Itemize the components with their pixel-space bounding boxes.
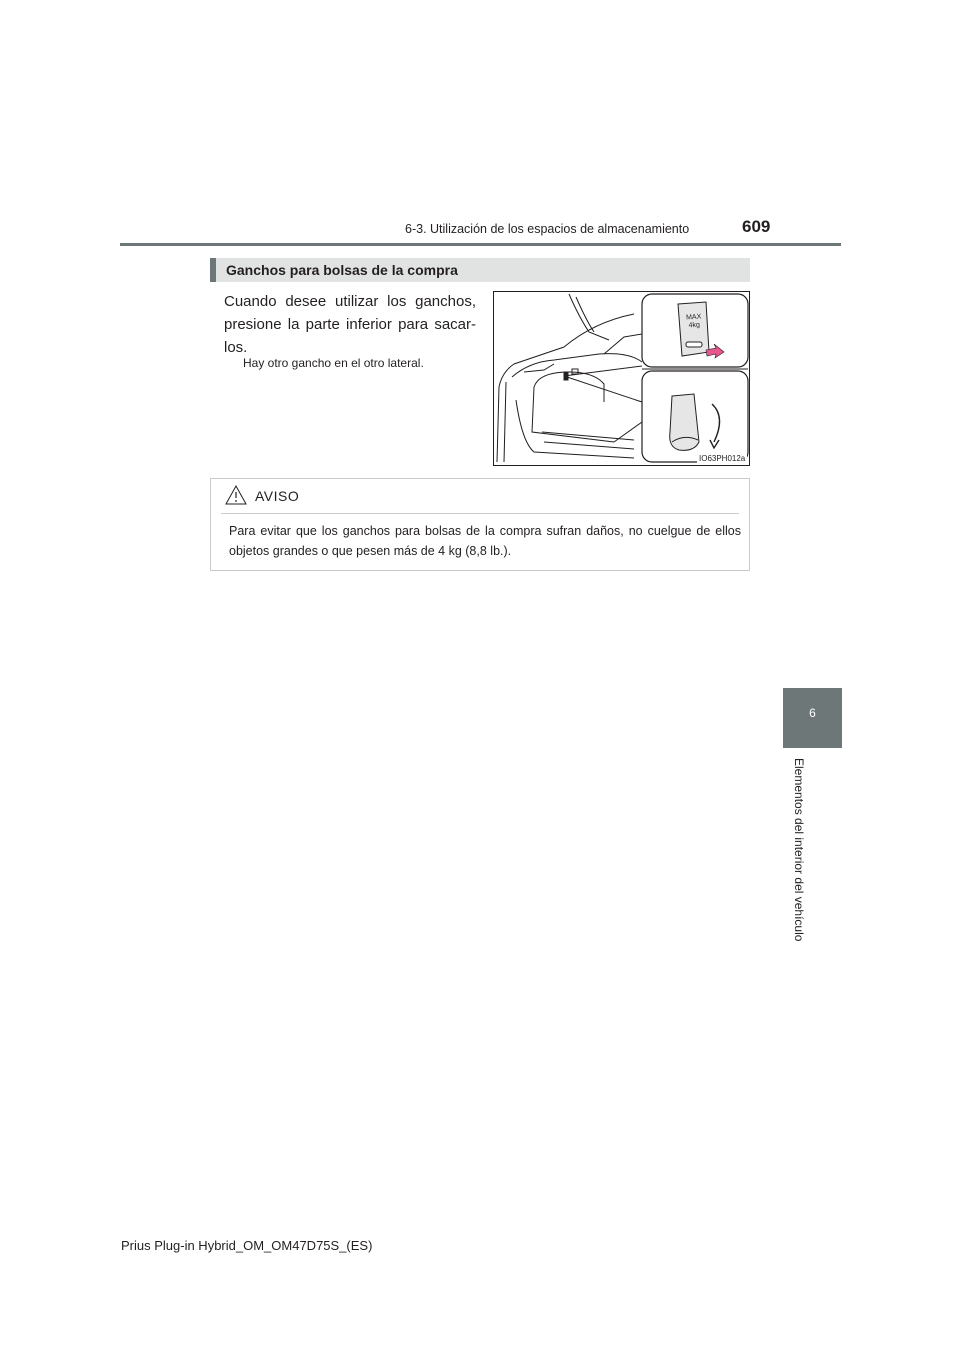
chapter-number: 6	[809, 706, 816, 720]
page-number: 609	[742, 217, 771, 236]
instruction-text: Cuando desee utilizar los ganchos, presione la parte inferior para sacar-los.	[224, 293, 476, 356]
footer-document-id: Prius Plug-in Hybrid_OM_OM47D75S_(ES)	[121, 1238, 373, 1253]
warning-title: AVISO	[255, 488, 300, 504]
car-trunk-drawing	[494, 292, 749, 465]
hook-label-weight: 4kg	[688, 321, 701, 330]
shopping-hook-illustration	[493, 291, 750, 466]
warning-text: Para evitar que los ganchos para bolsas de la compra sufran daños, no cuelgue de ellos objetos grandes o que pesen más de 4 kg (8,8 lb.).	[229, 524, 741, 558]
hook-label-max: MAX	[685, 313, 702, 322]
header-section-title: 6-3. Utilización de los espacios de almacenamiento	[405, 222, 690, 236]
warning-triangle-icon	[224, 484, 248, 506]
header-rule	[120, 243, 841, 246]
warning-box	[210, 478, 750, 571]
figure-id: IO63PH012a	[699, 454, 746, 463]
heading-accent-bar	[210, 258, 216, 282]
chapter-label: Elementos del interior del vehículo	[792, 758, 806, 942]
section-heading	[210, 258, 750, 282]
section-heading-text: Ganchos para bolsas de la compra	[226, 262, 458, 278]
hook-max-load-label	[683, 313, 704, 330]
warning-separator	[221, 513, 739, 514]
note-text: Hay otro gancho en el otro lateral.	[243, 356, 424, 370]
